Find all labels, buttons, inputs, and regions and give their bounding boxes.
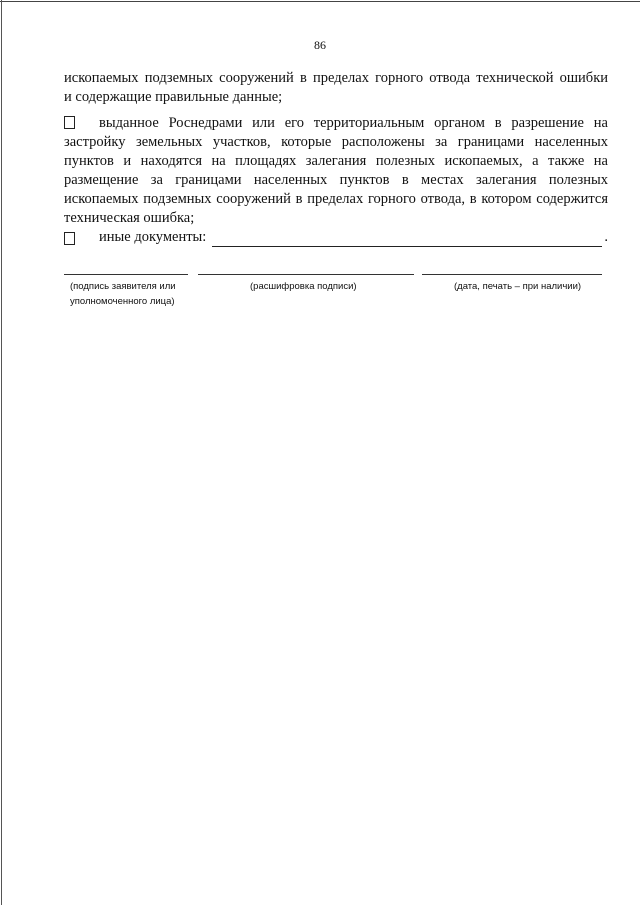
page-number: 86 [314, 38, 326, 52]
permit-checkbox[interactable] [64, 116, 75, 129]
continuation-paragraph [64, 69, 608, 107]
other-documents-checkbox[interactable] [64, 232, 75, 245]
signature-block [64, 274, 604, 314]
scan-top-edge [0, 1, 640, 2]
date-stamp-line[interactable] [422, 274, 602, 275]
applicant-signature-label: (подпись заявителя или уполномоченного лица) [70, 281, 176, 307]
date-stamp-label: (дата, печать – при наличии) [454, 281, 582, 292]
continuation-line-1: ископаемых подземных сооружений в пределах горного отвода технической ошибки [64, 70, 608, 86]
continuation-line-2: и содержащие правильные данные; [64, 89, 283, 105]
other-documents-label: иные документы: [99, 229, 207, 245]
scan-left-edge [1, 0, 2, 905]
other-documents-end: . [604, 229, 608, 245]
checklist-item-other-documents [64, 228, 608, 247]
signature-decoding-label: (расшифровка подписи) [250, 281, 357, 292]
applicant-signature-line[interactable] [64, 274, 188, 275]
other-documents-field[interactable] [212, 232, 602, 247]
checklist-item-permit [64, 114, 608, 228]
permit-item-text: выданное Роснедрами или его территориальным органом в разрешение на застройку земельных участков, которые расположены за границами населенных пунктов и находятся на площадях залегания полезных ископаемых, а также на размещение за границами населенных пунктов в местах залегания полезных ископаемых подземных сооружений в пределах горного отвода, в котором содержится техническая ошибка; [64, 115, 608, 226]
signature-decoding-line[interactable] [198, 274, 414, 275]
